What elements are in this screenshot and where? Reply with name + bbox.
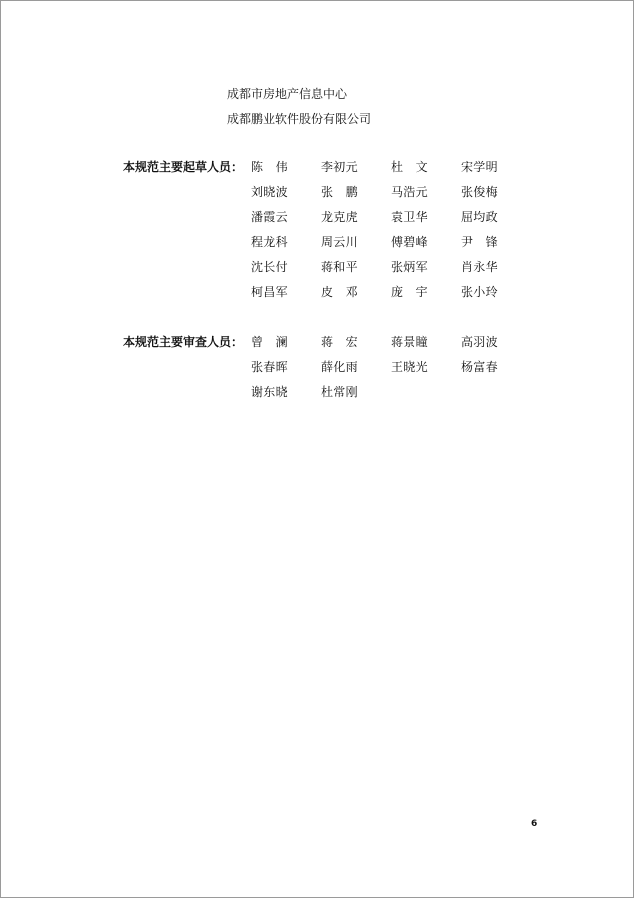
drafter-name: 刘晓波: [251, 185, 288, 199]
drafter-name: 陈 伟: [251, 160, 288, 174]
drafter-name: 宋学明: [461, 160, 498, 174]
drafter-name: 龙克虎: [321, 210, 358, 224]
reviewer-name: 曾 澜: [251, 335, 288, 349]
organization-line: 成都市房地产信息中心: [227, 87, 348, 101]
drafter-name: 袁卫华: [391, 210, 428, 224]
drafter-name: 蒋和平: [321, 260, 358, 274]
reviewer-name: 蒋景瞳: [391, 335, 428, 349]
reviewer-name: 张春晖: [251, 360, 288, 374]
drafter-name: 杜 文: [391, 160, 428, 174]
reviewer-name: 谢东晓: [251, 385, 288, 399]
reviewer-name: 杨富春: [461, 360, 498, 374]
drafter-name: 皮 邓: [321, 285, 358, 299]
drafter-name: 肖永华: [461, 260, 498, 274]
drafter-name: 程龙科: [251, 235, 288, 249]
drafter-name: 张小玲: [461, 285, 498, 299]
reviewer-name: 高羽波: [461, 335, 498, 349]
drafter-name: 屈均政: [461, 210, 498, 224]
drafter-name: 柯昌军: [251, 285, 288, 299]
reviewer-name: 杜常刚: [321, 385, 358, 399]
drafter-name: 李初元: [321, 160, 358, 174]
drafter-name: 庞 宇: [391, 285, 428, 299]
organization-line: 成都鹏业软件股份有限公司: [227, 112, 372, 126]
drafter-name: 周云川: [321, 235, 358, 249]
drafter-name: 潘霞云: [251, 210, 288, 224]
drafter-name: 马浩元: [391, 185, 428, 199]
reviewer-name: 王晓光: [391, 360, 428, 374]
reviewer-name: 蒋 宏: [321, 335, 358, 349]
drafter-name: 张炳军: [391, 260, 428, 274]
drafter-name: 傅碧峰: [391, 235, 428, 249]
reviewer-name: 薛化雨: [321, 360, 358, 374]
drafter-name: 尹 锋: [461, 235, 498, 249]
reviewers-label: 本规范主要审查人员：: [123, 335, 244, 349]
drafter-name: 沈长付: [251, 260, 288, 274]
drafters-label: 本规范主要起草人员：: [123, 160, 244, 174]
drafter-name: 张俊梅: [461, 185, 498, 199]
page-number: 6: [531, 819, 538, 829]
drafter-name: 张 鹏: [321, 185, 358, 199]
